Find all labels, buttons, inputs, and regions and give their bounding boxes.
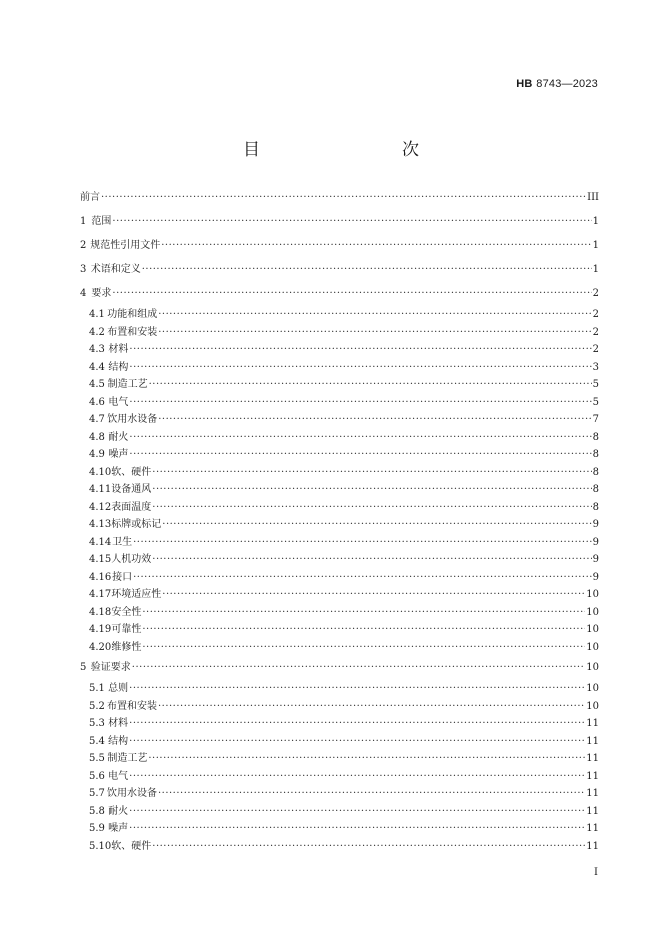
toc-entry-page: 9 — [592, 536, 599, 548]
toc-leader-dots — [133, 569, 592, 587]
toc-entry-title: 材料 — [108, 344, 129, 355]
toc-entry[interactable] — [80, 210, 599, 234]
toc-entry[interactable] — [80, 715, 599, 733]
toc-entry-number: 4.9 — [89, 449, 105, 460]
toc-entry-page: 10 — [586, 624, 599, 635]
toc-entry-page: III — [587, 192, 599, 203]
toc-leader-dots — [161, 234, 591, 258]
toc-leader-dots — [158, 306, 591, 324]
toc-entry-page: 8 — [592, 466, 599, 478]
toc-entry-number: 4.12 — [89, 501, 112, 513]
toc-entry-number: 4.1 — [89, 309, 105, 320]
toc-entry-title: 范围 — [91, 216, 112, 227]
page-number: I — [594, 867, 598, 878]
toc-entry-title: 表面温度 — [111, 501, 152, 513]
toc-entry-title: 布置和安装 — [106, 700, 157, 712]
toc-entry-title: 饮用水设备 — [106, 788, 157, 799]
toc-entry-title: 规范性引用文件 — [90, 240, 161, 251]
toc-entry[interactable] — [80, 768, 599, 786]
toc-entry-number: 4.4 — [89, 361, 105, 373]
toc-entry[interactable] — [80, 551, 599, 569]
toc-entry-number: 4.11 — [89, 484, 112, 495]
toc-entry[interactable] — [80, 429, 599, 447]
toc-entry-number: 5.9 — [89, 823, 105, 834]
toc-entry-title: 标牌或标记 — [111, 519, 162, 530]
toc-entry-page: 8 — [592, 431, 599, 443]
toc-entry-title: 总则 — [108, 683, 129, 694]
toc-entry-page: 11 — [586, 840, 599, 852]
toc-entry[interactable] — [80, 680, 599, 698]
toc-leader-dots — [158, 698, 585, 716]
toc-leader-dots — [101, 186, 586, 210]
toc-entry-page: 5 — [592, 396, 599, 408]
toc-entry-title: 耐火 — [108, 805, 129, 817]
toc-leader-dots — [152, 551, 591, 569]
toc-entry[interactable] — [80, 820, 599, 838]
toc-entry-page: 11 — [586, 770, 599, 782]
toc-entry[interactable] — [80, 411, 599, 429]
toc-entry-number: 5 — [80, 662, 87, 673]
toc-entry-number: 4.14 — [89, 536, 112, 548]
toc-entry-number: 4 — [80, 288, 87, 299]
toc-entry-number: 4.6 — [89, 396, 105, 408]
toc-leader-dots — [152, 481, 591, 499]
toc-leader-dots — [112, 282, 591, 306]
toc-leader-dots — [132, 656, 585, 680]
toc-entry-number: 4.19 — [89, 624, 112, 635]
toc-entry[interactable] — [80, 750, 599, 768]
toc-entry-title: 制造工艺 — [107, 379, 148, 390]
toc-entry[interactable] — [80, 306, 599, 324]
toc-entry-page: 11 — [586, 735, 599, 747]
toc-entry-number: 2 — [80, 240, 87, 251]
toc-leader-dots — [142, 258, 592, 282]
toc-entry[interactable] — [80, 639, 599, 657]
toc-leader-dots — [148, 750, 585, 768]
toc-entry-page: 9 — [592, 519, 599, 530]
toc-entry[interactable] — [80, 785, 599, 803]
toc-entry-title: 前言 — [80, 192, 100, 203]
toc-leader-dots — [129, 429, 591, 447]
toc-entry-title: 材料 — [108, 718, 129, 729]
toc-entry-page: 10 — [586, 662, 599, 673]
toc-entry-page: 8 — [592, 484, 599, 495]
toc-entry-title: 电气 — [108, 396, 129, 408]
toc-entry-number: 4.7 — [89, 414, 105, 425]
toc-entry-page: 11 — [586, 788, 599, 799]
toc-entry[interactable] — [80, 569, 599, 587]
toc-entry-page: 2 — [592, 288, 599, 299]
toc-entry-number: 4.10 — [89, 466, 112, 478]
toc-leader-dots — [158, 324, 591, 342]
toc-entry-title: 人机功效 — [111, 554, 152, 565]
toc-entry[interactable] — [80, 604, 599, 622]
toc-entry-page: 2 — [592, 309, 599, 320]
toc-leader-dots — [129, 446, 591, 464]
toc-entry-number: 4.5 — [89, 379, 105, 390]
toc-leader-dots — [129, 803, 585, 821]
toc-entry-number: 4.8 — [89, 431, 105, 443]
toc-entry-number: 5.3 — [89, 718, 105, 729]
toc-leader-dots — [112, 210, 591, 234]
table-of-contents — [80, 186, 599, 855]
toc-entry-title: 噪声 — [108, 823, 129, 834]
toc-leader-dots — [158, 785, 585, 803]
toc-leader-dots — [142, 621, 585, 639]
toc-entry[interactable] — [80, 838, 599, 856]
toc-leader-dots — [129, 341, 591, 359]
toc-leader-dots — [162, 516, 591, 534]
toc-leader-dots — [158, 411, 591, 429]
toc-entry-title: 接口 — [112, 571, 133, 583]
toc-entry-page: 2 — [592, 326, 599, 338]
toc-entry-number: 1 — [80, 216, 87, 227]
toc-entry[interactable] — [80, 359, 599, 377]
toc-leader-dots — [129, 733, 585, 751]
toc-entry-number: 3 — [80, 264, 87, 275]
toc-leader-dots — [129, 680, 585, 698]
page-title: 目 次 — [243, 140, 455, 160]
toc-entry-page: 5 — [592, 379, 599, 390]
toc-entry-number: 5.7 — [89, 788, 105, 799]
toc-entry-title: 术语和定义 — [90, 264, 141, 275]
toc-entry-page: 9 — [592, 554, 599, 565]
toc-entry-title: 维修性 — [111, 641, 142, 653]
toc-entry-number: 5.6 — [89, 770, 105, 782]
toc-entry-page: 8 — [592, 501, 599, 513]
toc-entry-number: 5.8 — [89, 805, 105, 817]
toc-entry-page: 11 — [586, 823, 599, 834]
toc-entry[interactable] — [80, 282, 599, 306]
toc-entry[interactable] — [80, 733, 599, 751]
toc-entry[interactable] — [80, 186, 599, 210]
toc-entry[interactable] — [80, 698, 599, 716]
toc-entry[interactable] — [80, 464, 599, 482]
toc-entry-number: 4.15 — [89, 554, 112, 565]
toc-entry[interactable] — [80, 341, 599, 359]
toc-entry-number: 4.18 — [89, 606, 112, 618]
toc-leader-dots — [129, 394, 591, 412]
toc-entry-page: 3 — [592, 361, 599, 373]
toc-entry-title: 安全性 — [111, 606, 142, 618]
toc-entry-page: 8 — [592, 449, 599, 460]
toc-leader-dots — [149, 376, 592, 394]
toc-entry-page: 10 — [586, 606, 599, 618]
toc-entry-page: 11 — [586, 805, 599, 817]
toc-entry-title: 卫生 — [112, 536, 133, 548]
toc-leader-dots — [142, 639, 585, 657]
toc-entry[interactable] — [80, 446, 599, 464]
toc-entry-title: 验证要求 — [90, 662, 131, 673]
toc-entry-title: 噪声 — [108, 449, 129, 460]
toc-entry-page: 10 — [586, 700, 599, 712]
toc-entry-number: 5.2 — [89, 700, 105, 712]
toc-entry-page: 7 — [592, 414, 599, 425]
toc-leader-dots — [129, 359, 591, 377]
toc-entry-title: 环境适应性 — [111, 589, 162, 600]
toc-entry[interactable] — [80, 621, 599, 639]
toc-entry-title: 可靠性 — [111, 624, 142, 635]
toc-entry-title: 软、硬件 — [111, 840, 152, 852]
toc-entry[interactable] — [80, 258, 599, 282]
standard-code — [516, 77, 598, 90]
toc-entry-page: 11 — [586, 718, 599, 729]
toc-leader-dots — [152, 838, 585, 856]
toc-entry-number: 5.10 — [89, 840, 112, 852]
toc-entry-number: 4.17 — [89, 589, 112, 600]
toc-entry-title: 结构 — [108, 361, 129, 373]
toc-entry[interactable] — [80, 481, 599, 499]
toc-entry-page: 10 — [586, 641, 599, 653]
toc-entry-title: 设备通风 — [111, 484, 152, 495]
toc-entry[interactable] — [80, 234, 599, 258]
toc-entry-number: 5.4 — [89, 735, 105, 747]
toc-entry-page: 9 — [592, 571, 599, 583]
toc-entry-title: 布置和安装 — [107, 326, 158, 338]
toc-entry-number: 4.16 — [89, 571, 112, 583]
toc-entry-title: 软、硬件 — [111, 466, 152, 478]
toc-entry[interactable] — [80, 516, 599, 534]
toc-entry-number: 5.1 — [89, 683, 105, 694]
standard-prefix: HB — [516, 78, 533, 90]
toc-entry-page: 11 — [586, 753, 599, 764]
toc-leader-dots — [129, 715, 585, 733]
toc-entry-page: 10 — [586, 589, 599, 600]
toc-entry[interactable] — [80, 394, 599, 412]
toc-entry-page: 1 — [592, 216, 599, 227]
toc-entry-page: 2 — [592, 344, 599, 355]
toc-entry[interactable] — [80, 586, 599, 604]
toc-entry[interactable] — [80, 656, 599, 680]
toc-leader-dots — [129, 820, 585, 838]
standard-number: 8743—2023 — [536, 78, 598, 90]
toc-entry[interactable] — [80, 803, 599, 821]
toc-entry-page: 1 — [592, 264, 599, 275]
toc-leader-dots — [152, 499, 591, 517]
toc-entry-title: 电气 — [108, 770, 129, 782]
toc-entry-title: 饮用水设备 — [107, 414, 158, 425]
toc-entry[interactable] — [80, 324, 599, 342]
toc-leader-dots — [142, 604, 585, 622]
toc-leader-dots — [152, 464, 591, 482]
toc-entry-title: 要求 — [91, 288, 112, 299]
toc-entry[interactable] — [80, 534, 599, 552]
toc-entry[interactable] — [80, 376, 599, 394]
toc-entry-number: 4.20 — [89, 641, 112, 653]
toc-entry-title: 结构 — [108, 735, 129, 747]
toc-entry-page: 10 — [586, 683, 599, 694]
toc-leader-dots — [162, 586, 585, 604]
toc-leader-dots — [133, 534, 592, 552]
toc-entry-number: 4.2 — [89, 326, 105, 338]
toc-leader-dots — [129, 768, 585, 786]
toc-entry[interactable] — [80, 499, 599, 517]
toc-entry-page: 1 — [592, 240, 599, 251]
toc-entry-number: 5.5 — [89, 753, 105, 764]
toc-entry-number: 4.13 — [89, 519, 112, 530]
toc-entry-title: 耐火 — [108, 431, 129, 443]
toc-entry-number: 4.3 — [89, 344, 105, 355]
toc-entry-title: 制造工艺 — [107, 753, 148, 764]
toc-entry-title: 功能和组成 — [107, 309, 158, 320]
